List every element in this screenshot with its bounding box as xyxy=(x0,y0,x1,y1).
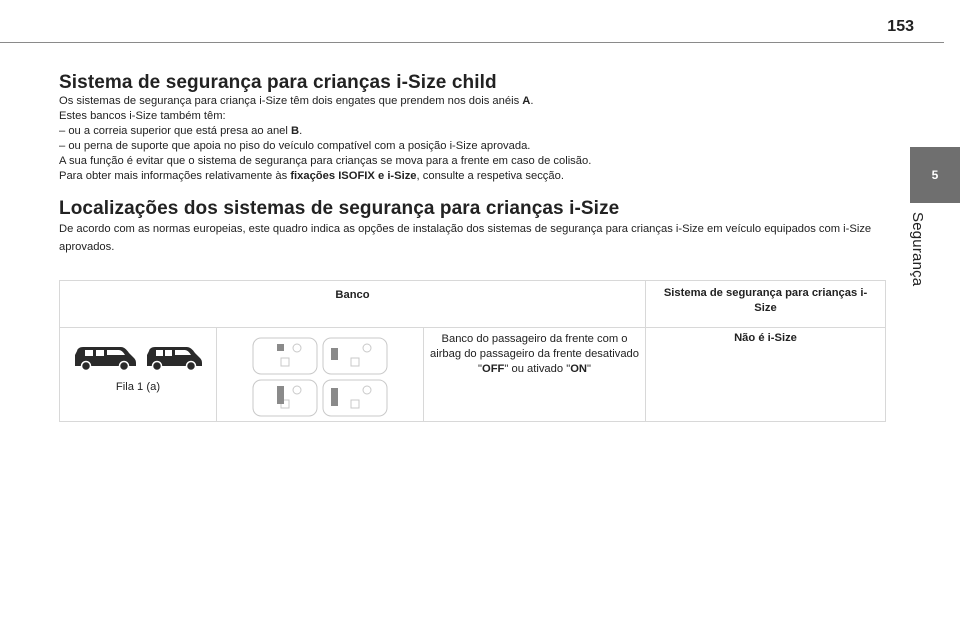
isize-locations-table xyxy=(59,280,886,422)
header-banco: Banco xyxy=(60,281,646,328)
paragraph-also-have: Estes bancos i-Size também têm: xyxy=(59,110,226,122)
seat-description-cell: Banco do passageiro da frente com o airbag do passageiro da frente desativado "OFF" ou ativado "ON" xyxy=(424,328,646,422)
van-short-icon xyxy=(73,345,137,371)
seat-diagram-cell xyxy=(217,328,424,422)
section-title-locations: Localizações dos sistemas de segurança para crianças i-Size xyxy=(59,198,620,219)
list-item-top-tether: – ou a correia superior que está presa ao anel B. xyxy=(59,125,303,137)
paragraph-function: A sua função é evitar que o sistema de segurança para crianças se mova para a frente em caso de colisão. xyxy=(59,155,592,167)
paragraph-anchors: Os sistemas de segurança para criança i-Size têm dois engates que prendem nos dois anéis A. xyxy=(59,95,534,107)
paragraph-more-info: Para obter mais informações relativamente às fixações ISOFIX e i-Size, consulte a respetiva secção. xyxy=(59,170,564,182)
table-row xyxy=(60,328,886,422)
row-label: Fila 1 (a) xyxy=(115,381,161,393)
page-content xyxy=(59,72,889,256)
vehicles-illustration xyxy=(60,345,216,371)
list-item-support-leg: – ou perna de suporte que apoia no piso do veículo compatível com a posição i-Size aprovada. xyxy=(59,140,531,152)
page-number: 153 xyxy=(887,18,914,35)
paragraph-standards: De acordo com as normas europeias, este quadro indica as opções de instalação dos sistemas de segurança para crianças i-Size em veículo equipados com i-Size aprovados. xyxy=(59,223,872,253)
chapter-tab[interactable]: 5 xyxy=(910,147,960,203)
vehicles-cell xyxy=(60,328,217,422)
isize-result-cell: Não é i-Size xyxy=(646,328,886,422)
chapter-label: Segurança xyxy=(909,212,926,287)
header-sistema: Sistema de segurança para crianças i-Size xyxy=(646,281,886,328)
seat-diagrams xyxy=(217,328,423,421)
seat-layout-diagram xyxy=(251,336,391,418)
header-rule xyxy=(0,42,944,43)
table-header-row xyxy=(60,281,886,328)
van-long-icon xyxy=(145,345,203,371)
section-title-isize-child: Sistema de segurança para crianças i-Size child xyxy=(59,72,497,93)
